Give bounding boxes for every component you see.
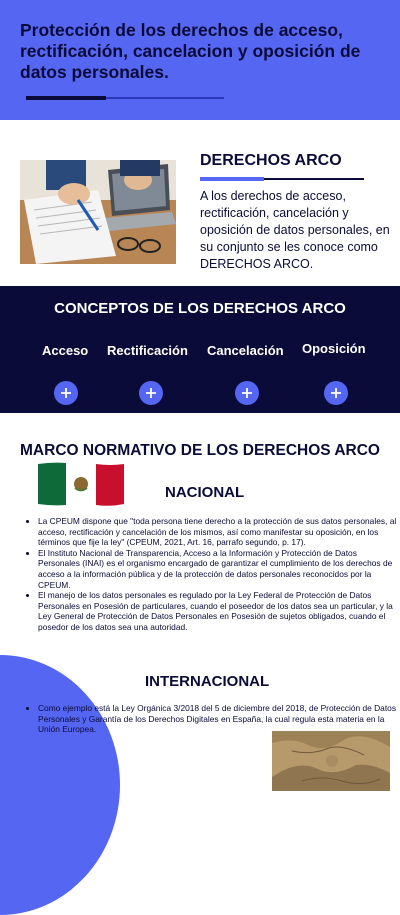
arco-title: DERECHOS ARCO bbox=[200, 152, 342, 169]
person-signing-document-image bbox=[20, 160, 176, 264]
old-map-image bbox=[272, 731, 390, 791]
mexico-flag-icon bbox=[38, 460, 124, 508]
expand-acceso-button[interactable] bbox=[54, 381, 78, 405]
internacional-list bbox=[26, 703, 398, 735]
plus-icon bbox=[145, 387, 157, 399]
plus-icon bbox=[60, 387, 72, 399]
list-item: • El Instituto Nacional de Transparencia, Acceso a la Información y Protección de Datos Personales (INAI) es el organismo encargado de garantizar el cumplimiento de los derechos de acceso a la información pública y de la protección de datos personales reconocidos por la CPEUM. bbox=[38, 548, 398, 590]
list-item: • La CPEUM dispone que "toda persona tiene derecho a la protección de sus datos personales, al acceso, rectificación y cancelación de los mismos, así como manifestar su oposición, en los términos que fije la ley" (CPEUM, 2021, Art. 16, parrafo segundo, p. 17). bbox=[38, 516, 398, 548]
internacional-title: INTERNACIONAL bbox=[145, 673, 270, 690]
concepts-title: CONCEPTOS DE LOS DERECHOS ARCO bbox=[54, 300, 346, 317]
decorative-blob bbox=[0, 655, 120, 915]
concept-label-oposicion: Oposición bbox=[302, 341, 366, 356]
mexico-flag-image bbox=[38, 460, 124, 508]
nacional-list bbox=[26, 516, 398, 633]
expand-rectificacion-button[interactable] bbox=[139, 381, 163, 405]
concept-label-cancelacion: Cancelación bbox=[207, 343, 284, 358]
expand-cancelacion-button[interactable] bbox=[235, 381, 259, 405]
list-item: • El manejo de los datos personales es regulado por la Ley Federal de Protección de Datos Personales en Posesión de particulares, cuando el poseedor de los datos sea un particular, y la Ley General de Protección de Datos Personales en Posesión de sujetos obligados, cuando el posedor de los datos sea una autoridad. bbox=[38, 590, 398, 632]
header-divider-light bbox=[106, 97, 224, 99]
arco-description: A los derechos de acceso, rectificación, cancelación y oposición de datos personales, en su conjunto se les conoce como DERECHOS ARCO. bbox=[200, 189, 390, 271]
expand-oposicion-button[interactable] bbox=[324, 381, 348, 405]
header-divider-dark bbox=[26, 96, 106, 100]
list-item: • Como ejemplo está la Ley Orgánica 3/2018 del 5 de diciembre del 2018, de Protección de Datos Personales y Garantía de los Derechos Digitales en España, la cual regula esta materia en la Unión Europea. bbox=[38, 703, 398, 735]
marco-normativo-title: MARCO NORMATIVO DE LOS DERECHOS ARCO bbox=[20, 442, 380, 459]
old-map-icon bbox=[272, 731, 390, 791]
arco-underline-accent bbox=[200, 177, 264, 181]
nacional-title: NACIONAL bbox=[165, 484, 245, 501]
concept-label-acceso: Acceso bbox=[42, 343, 89, 358]
plus-icon bbox=[241, 387, 253, 399]
plus-icon bbox=[330, 387, 342, 399]
concept-label-rectificacion: Rectificación bbox=[107, 343, 188, 358]
arco-photo bbox=[20, 160, 176, 264]
page-title: Protección de los derechos de acceso, rectificación, cancelacion y oposición de datos personales. bbox=[20, 20, 361, 82]
